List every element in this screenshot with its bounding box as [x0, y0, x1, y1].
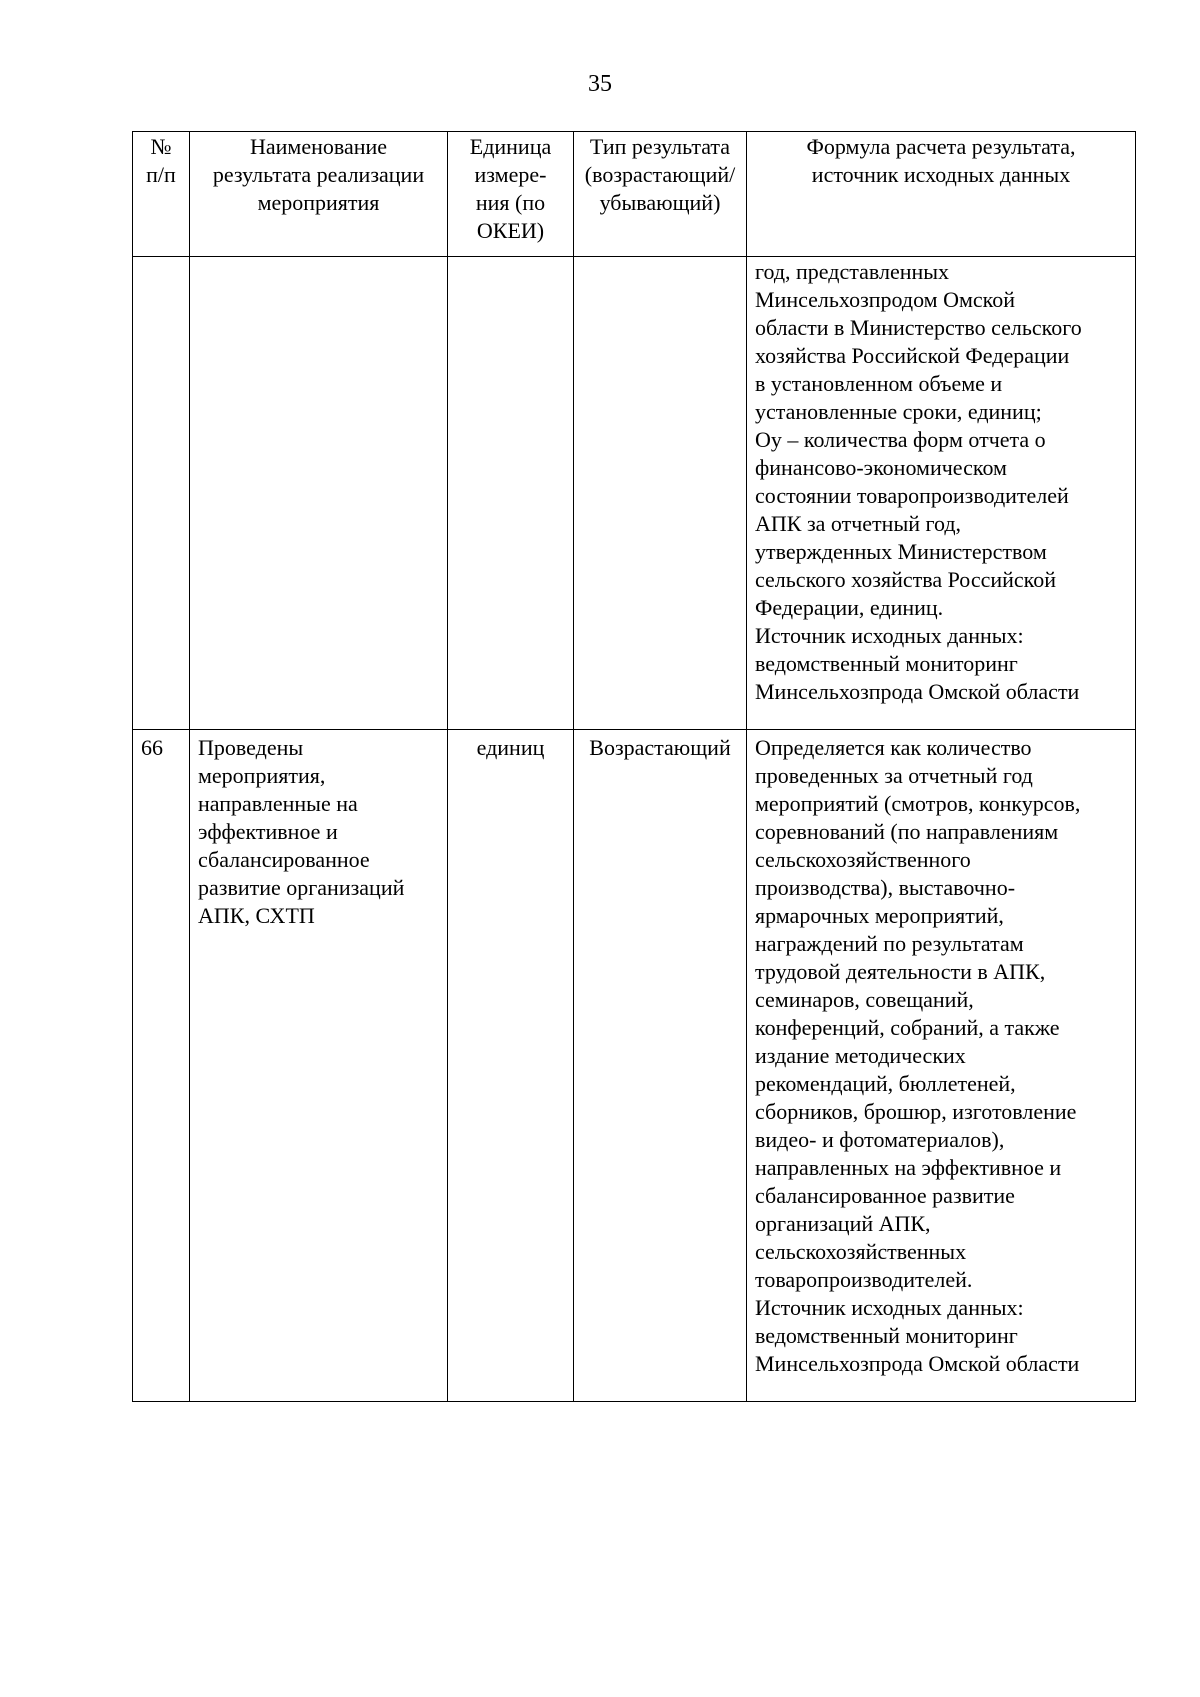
cell-unit	[448, 257, 574, 730]
cell-result-name	[190, 257, 448, 730]
header-formula: Формула расчета результата, источник исходных данных	[747, 132, 1136, 257]
cell-result-name: Проведены мероприятия, направленные на эффективное и сбалансированное развитие организаций АПК, СХТП	[190, 730, 448, 1402]
results-table	[132, 131, 1136, 1402]
header-result-name: Наименование результата реализации мероприятия	[190, 132, 448, 257]
table-row	[133, 730, 1136, 1402]
cell-unit: единиц	[448, 730, 574, 1402]
table-header-row	[133, 132, 1136, 257]
cell-number	[133, 257, 190, 730]
cell-formula: Определяется как количество проведенных за отчетный год мероприятий (смотров, конкурсов, соревнований (по направлениям сельскохозяйственного производства), выставочно- ярмарочных мероприятий, награждений по результатам трудовой деятельности в АПК, семинаров, совещаний, конференций, собраний, а также издание методических рекомендаций, бюллетеней, сборников, брошюр, изготовление видео- и фотоматериалов), направленных на эффективное и сбалансированное развитие организаций АПК, сельскохозяйственных товаропроизводителей. Источник исходных данных: ведомственный мониторинг Минсельхозпрода Омской области	[747, 730, 1136, 1402]
cell-result-type	[574, 257, 747, 730]
cell-result-type: Возрастающий	[574, 730, 747, 1402]
page-number: 35	[588, 71, 612, 97]
header-number: № п/п	[133, 132, 190, 257]
table-row	[133, 257, 1136, 730]
header-unit: Единица измере- ния (по ОКЕИ)	[448, 132, 574, 257]
cell-formula: год, представленных Минсельхозпродом Омской области в Министерство сельского хозяйства Российской Федерации в установленном объеме и установленные сроки, единиц; Оу – количества форм отчета о финансово-экономическом состоянии товаропроизводителей АПК за отчетный год, утвержденных Министерством сельского хозяйства Российской Федерации, единиц. Источник исходных данных: ведомственный мониторинг Минсельхозпрода Омской области	[747, 257, 1136, 730]
header-result-type: Тип результата (возрастающий/ убывающий)	[574, 132, 747, 257]
cell-number: 66	[133, 730, 190, 1402]
